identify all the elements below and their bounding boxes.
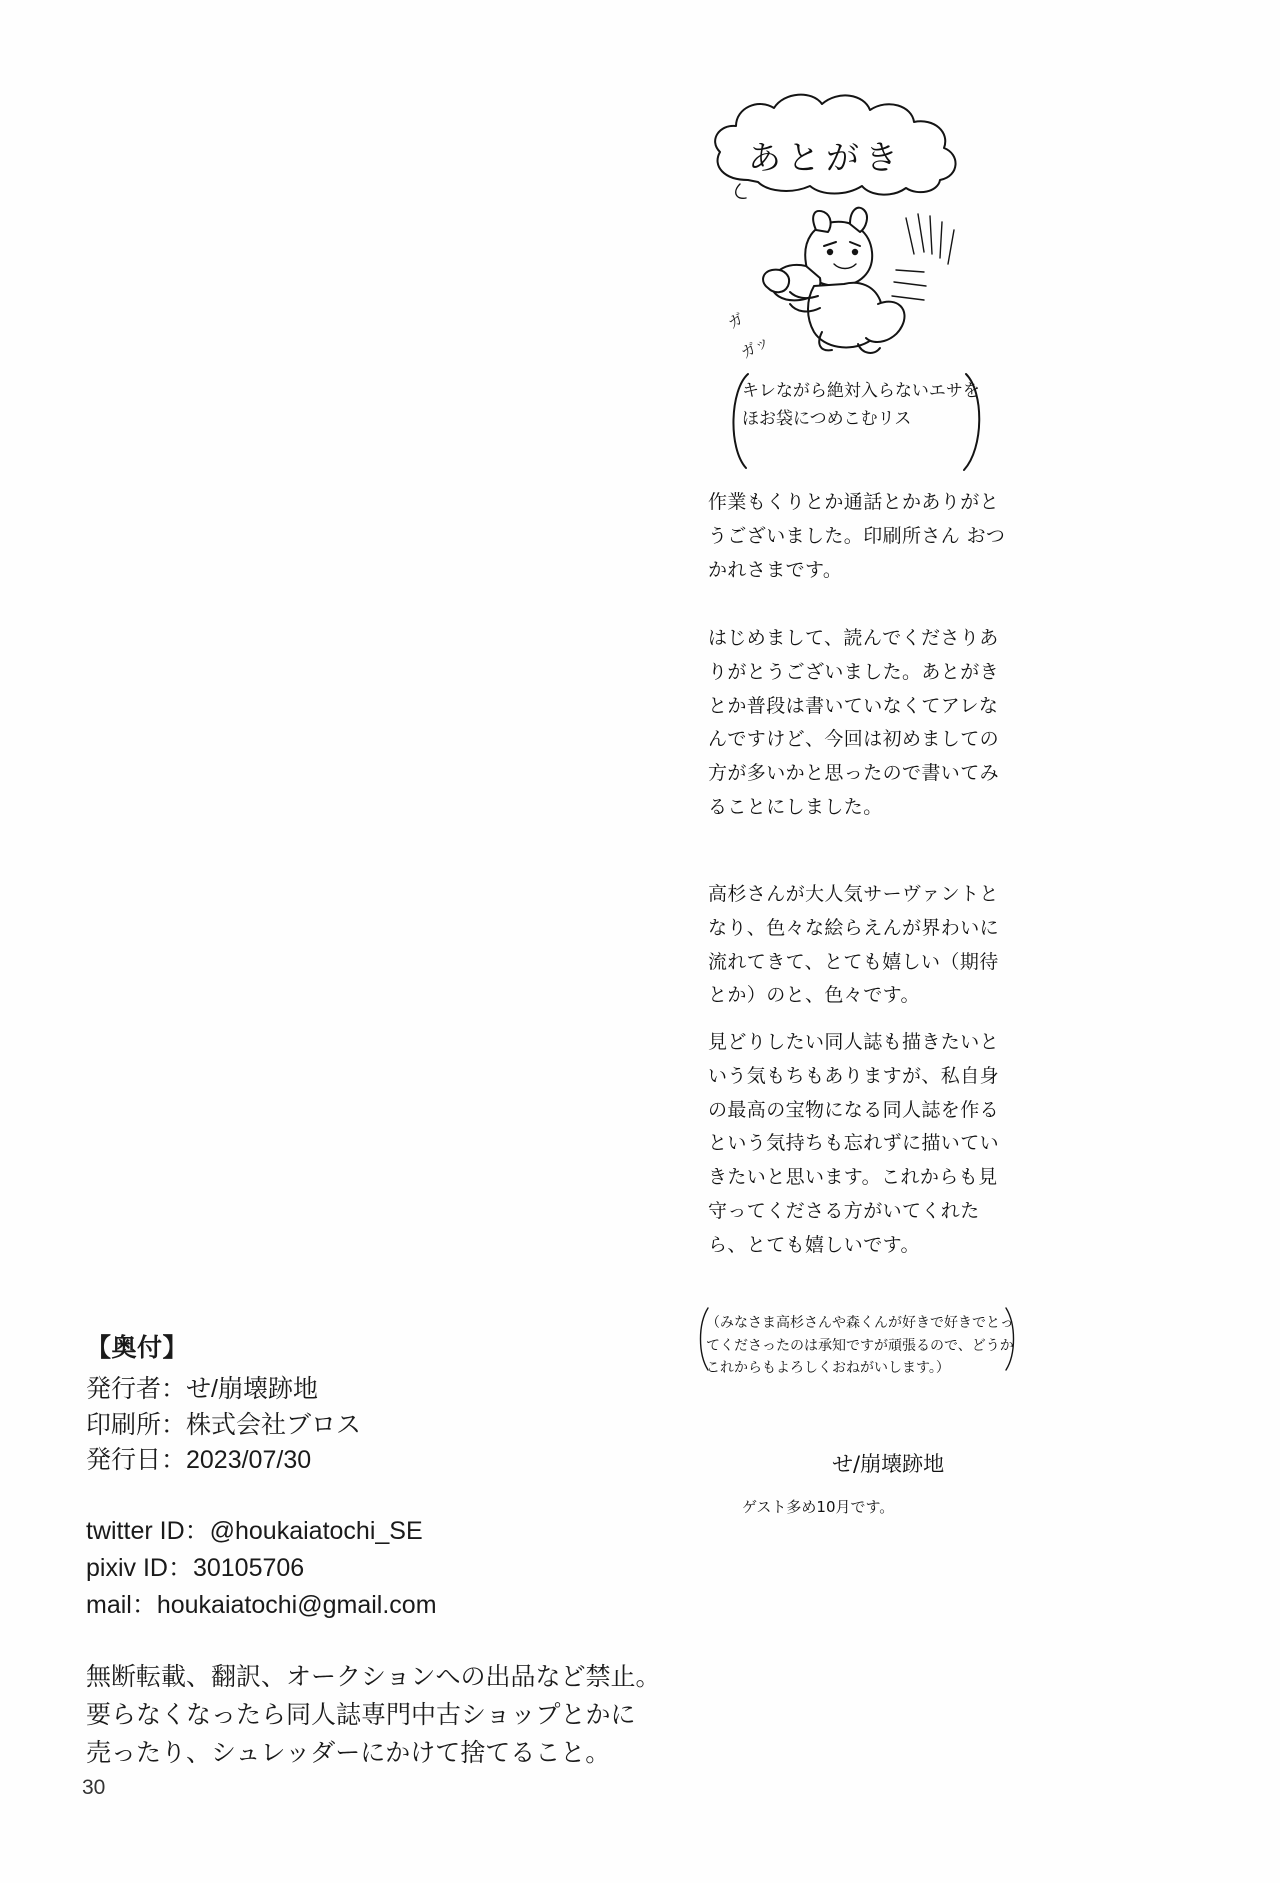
notice-line-1: 無断転載、翻訳、オークションへの出品など禁止。 <box>86 1662 661 1691</box>
colophon-rows <box>86 1372 706 1479</box>
contact-twitter: twitter ID：@houkaiatochi_SE <box>86 1516 423 1545</box>
contact-rows <box>86 1513 706 1624</box>
afterword-paragraph-2: はじめまして、読んでくださりありがとうございました。あとがきとか普段は書いていなくてアレなんですけど、今回は初めましての方が多いかと思ったので書いてみることにしました。 <box>708 627 1000 819</box>
speech-cloud-icon <box>706 88 996 208</box>
notice-line-2: 要らなくなったら同人誌専門中古ショップとかに <box>86 1700 636 1729</box>
afterword-postscript: ゲスト多め10月です。 <box>742 1498 895 1516</box>
afterword-heading: あとがき <box>748 138 904 177</box>
afterword-paragraph-3: 高杉さんが大人気サーヴァントとなり、色々な絵らえんが界わいに流れてきて、とても嬉しい（期待とか）のと、色々です。 <box>708 883 1000 1007</box>
contact-pixiv: pixiv ID：30105706 <box>86 1553 305 1582</box>
colophon-title: 【奥付】 <box>86 1334 189 1362</box>
contact-mail: mail：houkaiatochi@gmail.com <box>86 1590 437 1619</box>
squirrel-illustration <box>710 200 1010 380</box>
afterword-paragraph-1: 作業もくりとか通話とかありがとうございました。印刷所さん おつかれさまです。 <box>708 491 1006 581</box>
page-number: 30 <box>82 1776 106 1799</box>
afterword-paragraph-4: 見どりしたい同人誌も描きたいという気もちもありますが、私自身の最高の宝物になる同人誌を作るという気持ちも忘れずに描いていきたいと思います。これからも見守ってくださる方がいてくれたら、とても嬉しいです。 <box>708 1031 1000 1256</box>
colophon-row-date: 発行日：2023/07/30 <box>86 1446 312 1474</box>
colophon-row-publisher: 発行者：せ/崩壊跡地 <box>86 1375 318 1403</box>
boxed-note-text: （みなさま高杉さんや森くんが好きで好きでとってくださったのは承知ですが頑張るので、どうかこれからもよろしくおねがいします。） <box>706 1315 1014 1377</box>
colophon-row-printer: 印刷所：株式会社ブロス <box>86 1410 362 1439</box>
illustration-caption: キレながら絶対入らないエサをほお袋につめこむリス <box>742 381 980 429</box>
sfx-text-first: ガ <box>724 309 747 333</box>
sfx-text-second: ガッ <box>737 331 773 363</box>
author-signature: せ/崩壊跡地 <box>832 1452 945 1476</box>
colophon-block <box>86 1328 706 1772</box>
usage-notice <box>86 1658 706 1772</box>
afterword-column <box>700 60 1240 1860</box>
notice-line-3: 売ったり、シュレッダーにかけて捨てること。 <box>86 1738 611 1767</box>
